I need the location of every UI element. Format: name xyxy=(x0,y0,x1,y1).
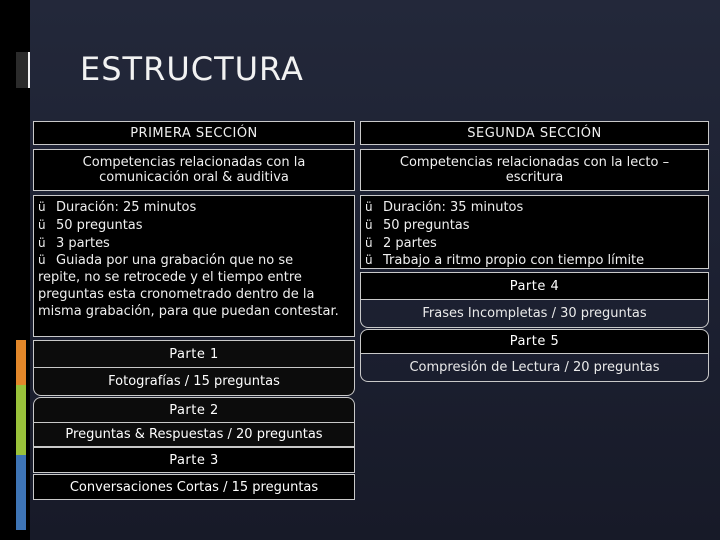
parte4-desc: Frases Incompletas / 30 preguntas xyxy=(422,306,647,321)
list-item: ü 50 preguntas xyxy=(38,217,143,233)
list-item: ü 50 preguntas xyxy=(365,217,470,233)
deco-square-dark xyxy=(16,52,28,88)
parte5-desc: Compresión de Lectura / 20 preguntas xyxy=(409,360,660,375)
list-item: ü Duración: 35 minutos xyxy=(365,200,524,215)
check-icon: ü xyxy=(38,235,46,250)
deco-bar-green xyxy=(16,385,26,455)
parte4-desc-box xyxy=(360,300,709,328)
list-item: ü Duración: 25 minutos xyxy=(38,200,197,215)
check-icon: ü xyxy=(365,235,373,250)
check-icon: ü xyxy=(365,217,373,232)
check-icon: ü xyxy=(38,253,46,268)
parte3-desc-box xyxy=(33,474,355,500)
parte4-label: Parte 4 xyxy=(509,278,560,294)
parte2-label: Parte 2 xyxy=(169,402,219,418)
parte3-label: Parte 3 xyxy=(169,452,219,468)
check-icon: ü xyxy=(365,200,373,214)
check-icon: ü xyxy=(38,217,46,232)
parte4-label-box xyxy=(360,272,709,300)
list-item: ü Trabajo a ritmo propio con tiempo límite xyxy=(365,253,645,269)
list-item: ü 2 partes xyxy=(365,235,437,251)
parte2-desc: Preguntas & Respuestas / 20 preguntas xyxy=(65,427,323,442)
parte5-label: Parte 5 xyxy=(509,334,560,349)
check-icon: ü xyxy=(365,253,373,268)
segunda-seccion-header: SEGUNDA SECCIÓN xyxy=(360,121,709,145)
parte2-label-box xyxy=(33,397,355,423)
parte5-desc-box xyxy=(360,354,709,382)
deco-bar-blue xyxy=(16,455,26,530)
segunda-seccion-details xyxy=(360,195,709,269)
primera-seccion-competencias: Competencias relacionadas con la comunicación oral & auditiva xyxy=(33,149,355,191)
parte1-desc: Fotografías / 15 preguntas xyxy=(108,374,280,389)
parte5-label-box xyxy=(360,329,709,354)
deco-bar-orange xyxy=(16,340,26,385)
list-item: ü 3 partes xyxy=(38,235,110,251)
list-item-continuation: repite, no se retrocede y el tiempo entre preguntas esta cronometrado dentro de la misma grabación, para que puedan contestar. xyxy=(38,270,339,319)
parte3-desc: Conversaciones Cortas / 15 preguntas xyxy=(69,479,319,495)
list-item: ü Guiada por una grabación que no se xyxy=(38,253,294,269)
primera-seccion-header: PRIMERA SECCIÓN xyxy=(33,121,355,145)
parte1-desc-box xyxy=(33,368,355,396)
parte3-label-box xyxy=(33,447,355,473)
primera-seccion-details xyxy=(33,195,355,337)
segunda-seccion-competencias: Competencias relacionadas con la lecto – escritura xyxy=(360,149,709,191)
page-title: ESTRUCTURA xyxy=(80,50,304,88)
parte1-label: Parte 1 xyxy=(169,346,219,362)
parte1-label-box xyxy=(33,340,355,368)
check-icon: ü xyxy=(38,200,46,214)
parte2-desc-box xyxy=(33,423,355,447)
